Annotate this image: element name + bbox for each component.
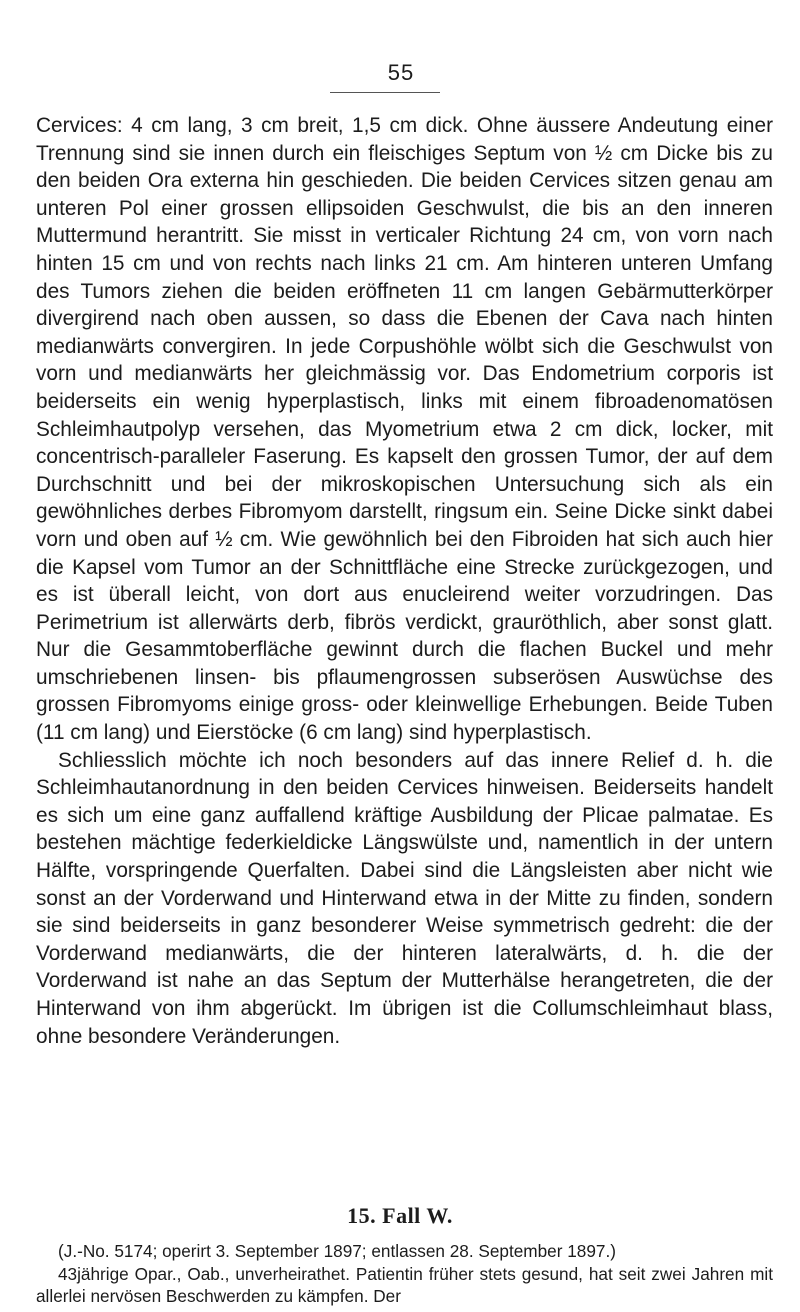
header-rule xyxy=(330,92,440,93)
body-text xyxy=(36,112,773,1050)
record-line: (J.-No. 5174; operirt 3. September 1897; entlassen 28. September 1897.) xyxy=(58,1241,616,1261)
patient-history: 43jährige Opar., Oab., unverheirathet. Patientin früher stets gesund, hat seit zwei Jahren mit allerlei nervösen Beschwerden zu kämpfen. Der xyxy=(36,1263,773,1306)
page-number: 55 xyxy=(387,60,415,85)
paragraph-relief-description: Schliesslich möchte ich noch besonders auf das innere Relief d. h. die Schleimhautanordnung in den beiden Cervices hinweisen. Beiderseits handelt es sich um eine ganz auffallend kräftige Ausbildung der Plicae palmatae. Es bestehen mächtige federkieldicke Längswülste und, namentlich in der untern Hälfte, vorspringende Querfalten. Dabei sind die Längsleisten aber nicht wie sonst an der Vorderwand und Hinterwand etwa in der Mitte zu finden, sondern sie sind beiderseits in ganz besonderer Weise symmetrisch gedreht: die der Vorderwand medianwärts, die der hinteren lateralwärts, d. h. die der Vorderwand ist nahe an das Septum der Mutterhälse herangetreten, die der Hinterwand von ihm abgerückt. Im übrigen ist die Collumschleimhaut blass, ohne besondere Veränderungen. xyxy=(36,748,773,1048)
section-heading: 15. Fall W. xyxy=(347,1203,453,1228)
case-record xyxy=(36,1240,773,1308)
paragraph-cervices-description: Cervices: 4 cm lang, 3 cm breit, 1,5 cm dick. Ohne äussere Andeutung einer Trennung sind sie innen durch ein fleischiges Septum von ½ cm Dicke bis zu den beiden Ora externa hin geschieden. Die beiden Cervices sitzen genau am unteren Pol einer grossen ellipsoiden Geschwulst, die bis an den inneren Muttermund herantritt. Sie misst in verticaler Richtung 24 cm, von vorn nach hinten 15 cm und von rechts nach links 21 cm. Am hinteren unteren Umfang des Tumors ziehen die beiden eröffneten 11 cm langen Gebärmutterkörper divergirend nach oben aussen, so dass die Ebenen der Cava nach hinten medianwärts convergiren. In jede Corpushöhle wölbt sich die Geschwulst von vorn und medianwärts her gleichmässig vor. Das Endometrium corporis ist beiderseits ein wenig hyperplastisch, links mit einem fibroadenomatösen Schleimhautpolyp versehen, das Myometrium etwa 2 cm dick, locker, mit concentrisch-paralleler Faserung. Es kapselt den grossen Tumor, der auf dem Durchschnitt und bei der mikroskopischen Untersuchung sich als ein gewöhnliches derbes Fibromyom darstellt, ringsum ein. Seine Dicke sinkt dabei vorn und oben auf ½ cm. Wie gewöhnlich bei den Fibroiden hat sich auch hier die Kapsel vom Tumor an der Schnittfläche eine Strecke zurückgezogen, und es ist überall leicht, von dort aus enucleirend weiter vorzudringen. Das Perimetrium ist allerwärts derb, fibrös verdickt, grauröthlich, aber sonst glatt. Nur die Gesammtoberfläche gewinnt durch die flachen Buckel und mehr umschriebenen linsen- bis pflaumengrossen subserösen Auswüchse des grossen Fibromyoms einige gross- oder kleinwellige Erhebungen. Beide Tuben (11 cm lang) und Eierstöcke (6 cm lang) sind hyperplastisch. xyxy=(36,114,773,745)
